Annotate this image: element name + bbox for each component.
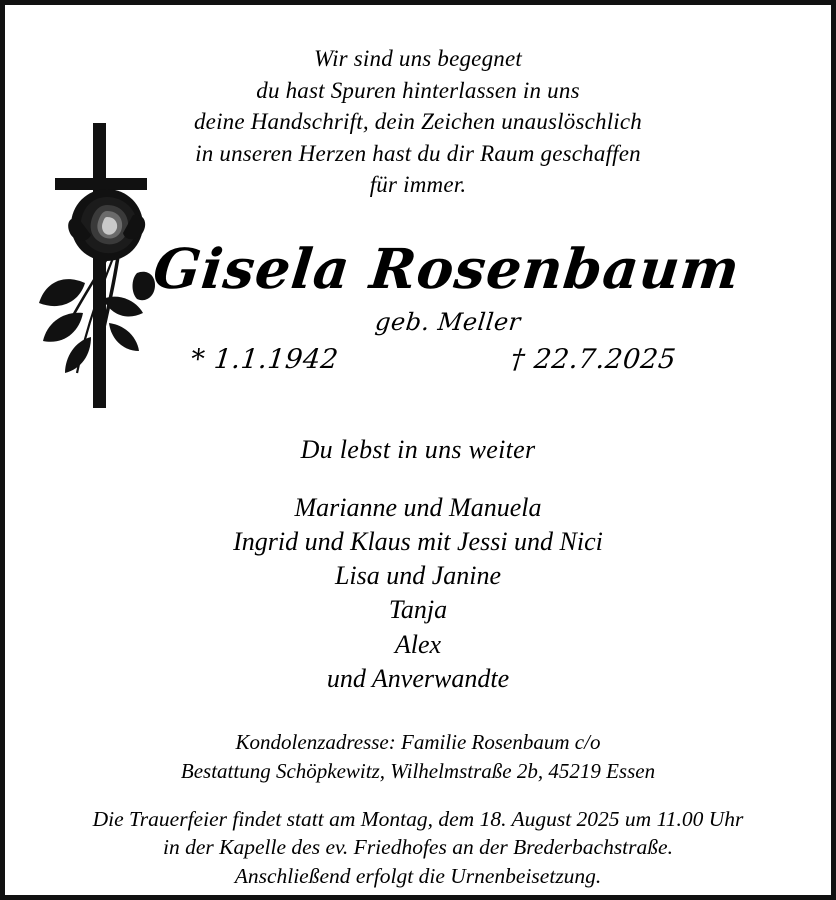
funeral-service-details [31, 805, 805, 890]
condolence-line-2: Bestattung Schöpkewitz, Wilhelmstraße 2b, 45219 Essen [180, 758, 656, 783]
condolence-address [31, 728, 805, 785]
condolence-line-1: Kondolenzadresse: Familie Rosenbaum c/o [235, 730, 601, 755]
mourners-list [31, 491, 805, 697]
verse-line-2: du hast Spuren hinterlassen in uns [256, 77, 580, 103]
mourner-line-4: Tanja [388, 595, 448, 625]
death-date: † 22.7.2025 [509, 343, 678, 375]
deceased-name-block [31, 219, 805, 409]
mourner-line-6: und Anverwandte [326, 664, 510, 694]
maiden-name: geb. Meller [373, 307, 523, 336]
verse-line-4: in unseren Herzen hast du dir Raum geschaffen [195, 140, 641, 166]
obituary-content [5, 5, 831, 895]
service-line-1: Die Trauerfeier findet statt am Montag, dem 18. August 2025 um 11.00 Uhr [92, 807, 744, 832]
verse-line-3: deine Handschrift, dein Zeichen unauslöschlich [193, 109, 643, 134]
life-dates [31, 344, 805, 384]
service-line-3: Anschließend erfolgt die Urnenbeisetzung. [234, 863, 602, 888]
mourner-line-1: Marianne und Manuela [294, 492, 542, 522]
deceased-name: Gisela Rosenbaum [150, 235, 744, 301]
memorial-motto: Du lebst in uns weiter [300, 434, 536, 464]
verse-line-1: Wir sind uns begegnet [314, 46, 522, 71]
mourner-line-3: Lisa und Janine [334, 561, 502, 591]
verse-line-5: für immer. [369, 172, 467, 197]
birth-date: * 1.1.1942 [189, 343, 340, 375]
service-line-2: in der Kapelle des ev. Friedhofes an der Brederbachstraße. [163, 835, 673, 860]
mourner-line-2: Ingrid und Klaus mit Jessi und Nici [233, 526, 603, 556]
mourner-line-5: Alex [394, 629, 442, 659]
